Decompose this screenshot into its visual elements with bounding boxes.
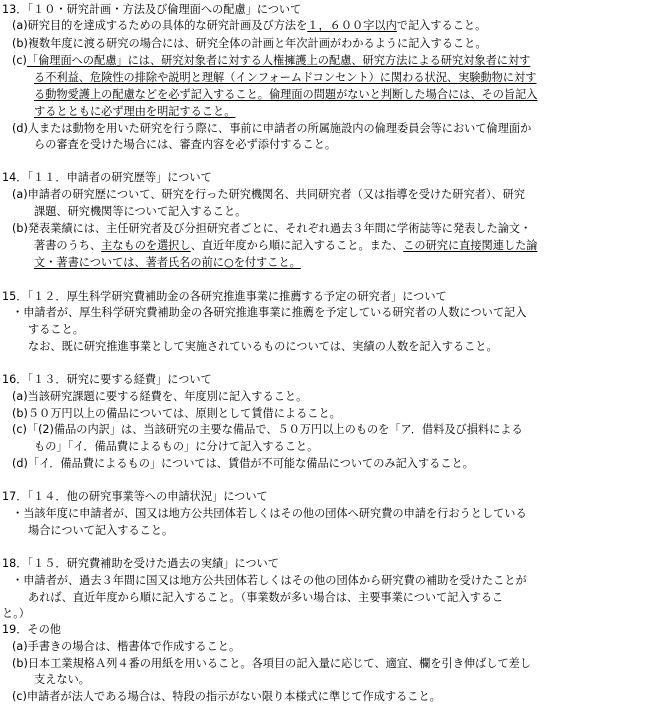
section-13-item-c-line3: る動物愛護上の配慮などを必ず記入すること。倫理面の問題がないと判断した場合には、その旨記入 (34, 88, 538, 101)
section-13-item-a: (a)研究目的を達成するための具体的な研究計画及び方法を１，６００字以内で記入すること。 (12, 19, 487, 32)
section-15-bullet-line1: ・申請者が、厚生科学研究費補助金の各研究推進事業に推薦を予定している研究者の人数について記入 (12, 306, 527, 319)
section-19-item-a: (a)手書きの場合は、楷書体で作成すること。 (12, 640, 241, 653)
section-15-heading: 15．「１２．厚生科学研究費補助金の各研究推進事業に推薦する予定の研究者」について (2, 290, 447, 303)
section-19-heading: 19．その他 (2, 623, 61, 636)
section-16-item-c-line2: もの」「イ．備品費によるもの」に分けて記入すること。 (34, 440, 319, 453)
section-13-item-d-line1: (d)人または動物を用いた研究を行う際に、事前に申請者の所属施設内の倫理委員会等において倫理面か (12, 122, 532, 135)
section-15-bullet-line2: すること。 (28, 323, 84, 336)
section-18-heading: 18．「１５．研究費補助を受けた過去の実績」について (2, 557, 279, 570)
section-16-item-c-line1: (c)「(2)備品の内訳」は、当該研究の主要な備品で、５０万円以上のものを「ア．借料及び損料による (12, 423, 523, 436)
section-17-bullet-line1: ・当該年度に申請者が、国又は地方公共団体若しくはその他の団体へ研究費の申請を行おうとしている (12, 507, 527, 520)
section-19-item-b-line2: 支えない。 (34, 673, 90, 686)
section-14-item-b-line2: 著書のうち、主なものを選択し、直近年度から順に記入すること。また、この研究に直接関連した論 (34, 239, 538, 252)
section-13-heading: 13．「１０・研究計画・方法及び倫理面への配慮」について (2, 3, 302, 16)
section-13-item-c-line1: (c)「倫理面への配慮」には、研究対象者に対する人権擁護上の配慮、研究方法による研究対象者に対す (12, 54, 531, 67)
section-16-item-a: (a)当該研究課題に要する経費を、年度別に記入すること。 (12, 390, 308, 403)
section-13-item-c-line4: するとともに必ず理由を明記すること。 (34, 105, 236, 118)
section-18-bullet-line3: と。） (2, 607, 30, 620)
section-15-note: なお、既に研究推進事業として実施されているものについては、実績の人数を記入すること。 (28, 340, 498, 353)
section-14-item-a-line1: (a)申請者の研究歴について、研究を行った研究機関名、共同研究者（又は指導を受けた研究者）、研究 (12, 188, 525, 201)
section-13-item-c-line2: る不利益、危険性の排除や説明と理解（インフォームドコンセント）に関わる状況、実験動物に対す (34, 71, 537, 84)
section-19-item-b-line1: (b)日本工業規格Ａ列４番の用紙を用いること。各項目の記入量に応じて、適宜、欄を引き伸ばして差し (12, 657, 532, 670)
section-16-heading: 16．「１３．研究に要する経費」について (2, 373, 212, 386)
section-19-item-c: (c)申請者が法人である場合は、特段の指示がない限り本様式に準じて作成すること。 (12, 690, 441, 703)
section-16-item-d: (d)「イ．備品費によるもの」については、賃借が不可能な備品についてのみ記入すること。 (12, 457, 474, 470)
section-17-heading: 17．「１４．他の研究事業等への申請状況」について (2, 490, 268, 503)
section-14-item-a-line2: 課題、研究機関等について記入すること。 (34, 205, 247, 218)
section-18-bullet-line1: ・申請者が、過去３年間に国又は地方公共団体若しくはその他の団体から研究費の補助を受けたことが (12, 574, 527, 587)
section-13-item-d-line2: らの審査を受けた場合には、審査内容を必ず添付すること。 (34, 138, 337, 151)
section-17-bullet-line2: 場合について記入すること。 (28, 524, 174, 537)
section-14-item-b-line3: 文・著書については、著者氏名の前に○を付すこと。 (34, 256, 301, 269)
section-14-heading: 14．「１１．申請者の研究歴等」について (2, 171, 212, 184)
section-16-item-b: (b)５０万円以上の備品については、原則として賃借によること。 (12, 407, 341, 420)
section-13-item-b: (b)複数年度に渡る研究の場合には、研究全体の計画と年次計画がわかるように記入すること。 (12, 37, 487, 50)
section-18-bullet-line2: あれば、直近年度から順に記入すること。（事業数が多い場合は、主要事業について記入するこ (28, 591, 504, 604)
section-14-item-b-line1: (b)発表業績には、主任研究者及び分担研究者ごとに、それぞれ過去３年間に学術誌等に発表した論文・ (12, 222, 532, 235)
